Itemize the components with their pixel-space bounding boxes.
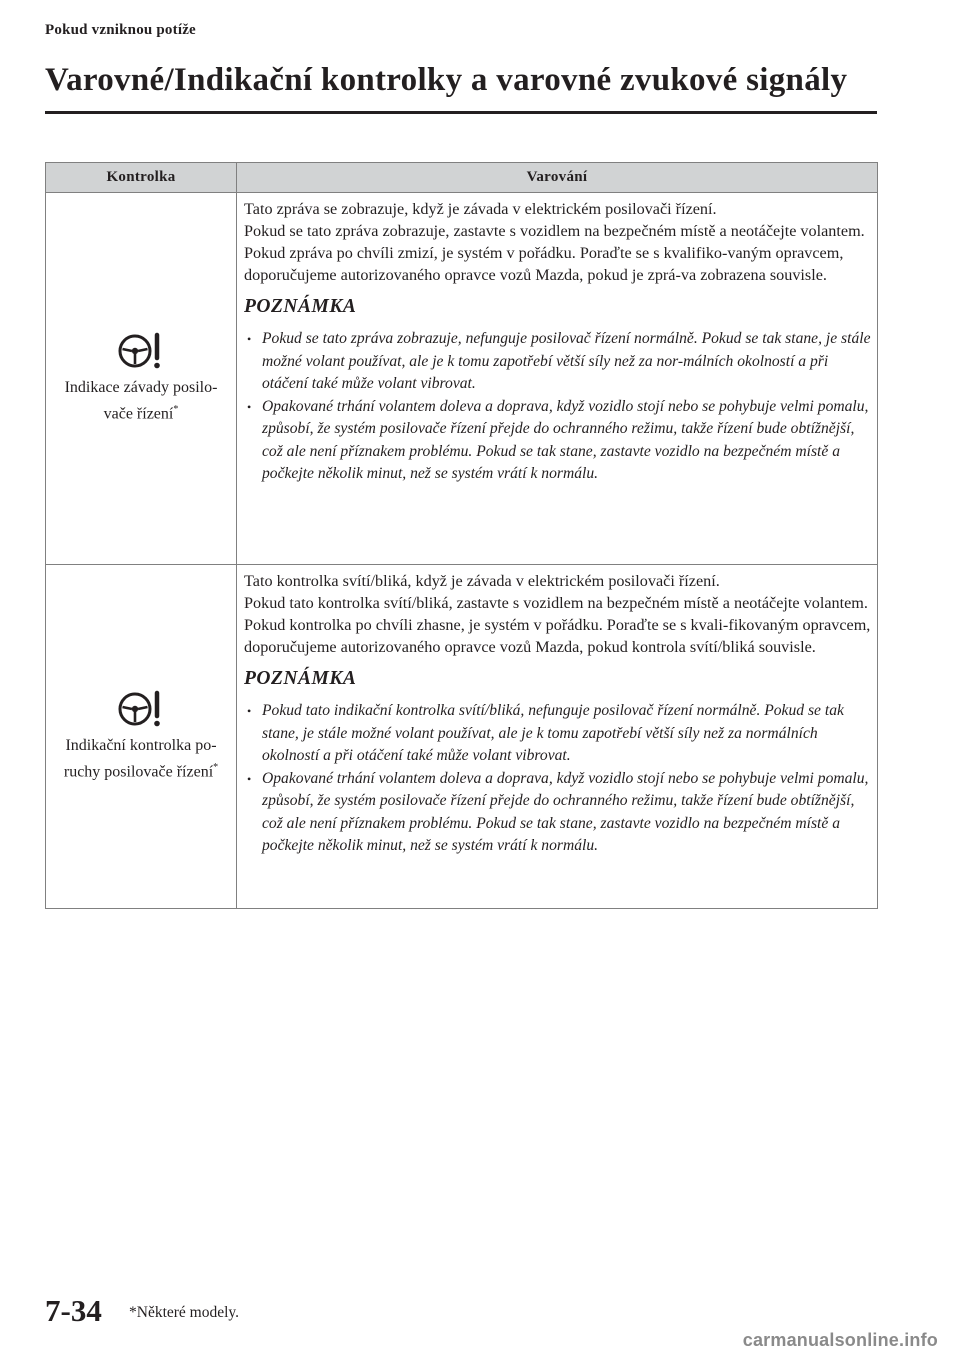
note-list bbox=[244, 328, 871, 486]
page-title: Varovné/Indikační kontrolky a varovné zvukové signály bbox=[45, 62, 848, 98]
note-item: • Opakované trhání volantem doleva a doprava, když vozidlo stojí nebo se pohybuje velmi pomalu, způsobí, že systém posilovače řízení přejde do ochranného režimu, takže řízení bude obtížnější, což ale není příznakem problému. Pokud se tak stane, zastavte vozidlo na bezpečném místě a počkejte několik minut, než se systém vrátí k normálu. bbox=[244, 396, 871, 486]
warning-description-cell bbox=[237, 193, 878, 565]
section-label: Pokud vzniknou potíže bbox=[45, 22, 196, 38]
footnote: *Některé modely. bbox=[129, 1304, 240, 1321]
description-paragraph: Tato zpráva se zobrazuje, když je závada v elektrickém posilovači řízení. bbox=[244, 200, 717, 218]
steering-wheel-warning-icon bbox=[118, 331, 164, 371]
lamp-cell bbox=[46, 565, 237, 909]
note-heading: POZNÁMKA bbox=[244, 296, 357, 317]
note-item: • Pokud se tato zpráva zobrazuje, nefunguje posilovač řízení normálně. Pokud se tak stane, je stále možné volant používat, ale je k tomu zapotřebí větší síly než za nor-málních okolností a při otáčení také může volant vibrovat. bbox=[244, 328, 871, 396]
lamp-label: Indikační kontrolka po-ruchy posilovače řízení* bbox=[63, 737, 219, 781]
description-paragraph: Tato kontrolka svítí/bliká, když je závada v elektrickém posilovači řízení. bbox=[244, 572, 720, 590]
warning-description-cell bbox=[237, 565, 878, 909]
column-header-kontrolka: Kontrolka bbox=[46, 163, 237, 193]
note-item: • Opakované trhání volantem doleva a doprava, když vozidlo stojí nebo se pohybuje velmi pomalu, způsobí, že systém posilovače řízení přejde do ochranného režimu, takže řízení bude obtížnější, což ale není příznakem problému. Pokud se tak stane, zastavte vozidlo na bezpečném místě a počkejte několik minut, než se systém vrátí k normálu. bbox=[244, 768, 871, 858]
column-header-varovani: Varování bbox=[237, 163, 878, 193]
table-row bbox=[46, 193, 878, 565]
warning-lights-table bbox=[45, 162, 878, 909]
title-divider bbox=[45, 111, 877, 114]
table-header-row bbox=[46, 163, 878, 193]
note-list bbox=[244, 700, 871, 858]
page-number: 7-34 bbox=[45, 1293, 102, 1328]
steering-wheel-warning-icon bbox=[118, 689, 164, 729]
description-paragraph: Pokud se tato zpráva zobrazuje, zastavte s vozidlem na bezpečném místě a neotáčejte volantem. Pokud zpráva po chvíli zmizí, je systém v pořádku. Poraďte se s kvalifiko-vaným opravcem, doporučujeme autorizovaného opravce vozů Mazda, pokud je zprá-va zobrazena souvisle. bbox=[244, 222, 865, 284]
note-heading: POZNÁMKA bbox=[244, 668, 357, 689]
note-item: • Pokud tato indikační kontrolka svítí/bliká, nefunguje posilovač řízení normálně. Pokud se tak stane, je stále možné volant používat, ale je k tomu zapotřebí větší síly než za normálních okolností a při otáčení také může volant vibrovat. bbox=[244, 700, 871, 768]
watermark: carmanualsonline.info bbox=[742, 1330, 938, 1350]
description-paragraph: Pokud tato kontrolka svítí/bliká, zastavte s vozidlem na bezpečném místě a neotáčejte volantem. Pokud kontrolka po chvíli zhasne, je systém v pořádku. Poraďte se s kvali-fikovaným opravcem, doporučujeme autorizovaného opravce vozů Mazda, pokud kontrola svítí/bliká souvisle. bbox=[244, 594, 871, 656]
table-row bbox=[46, 565, 878, 909]
lamp-label: Indikace závady posilo-vače řízení* bbox=[64, 379, 218, 423]
lamp-cell bbox=[46, 193, 237, 565]
